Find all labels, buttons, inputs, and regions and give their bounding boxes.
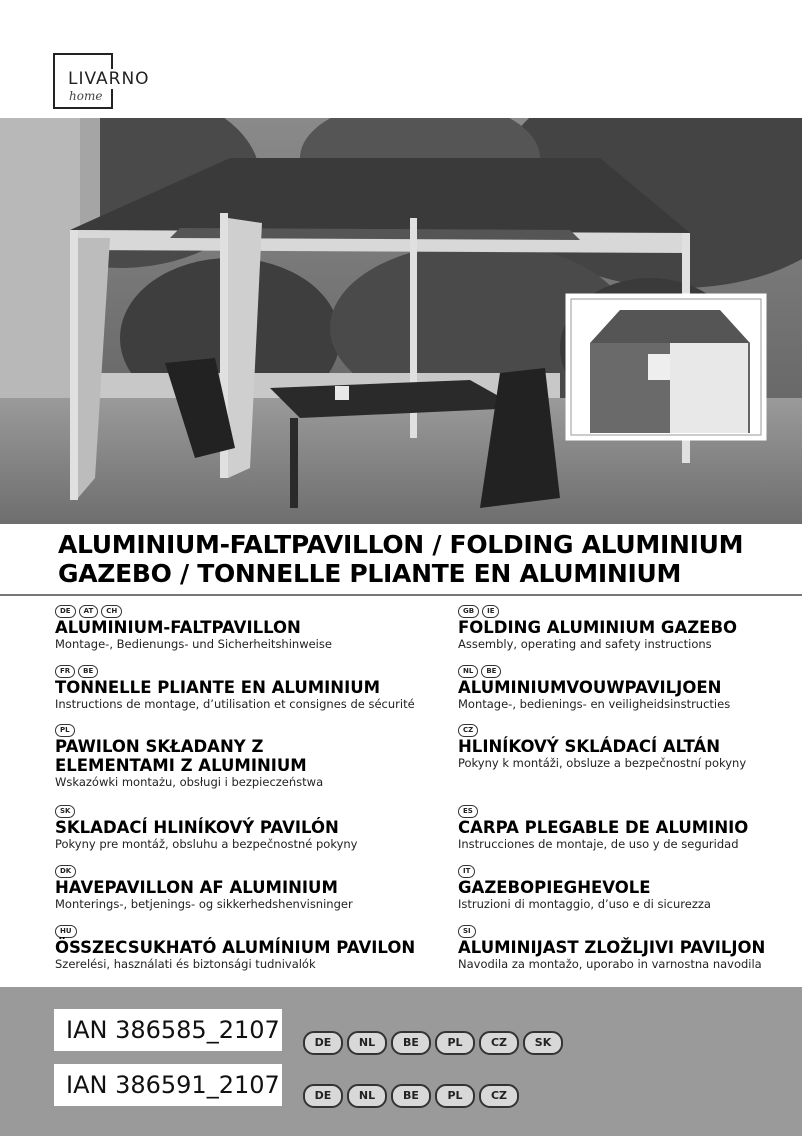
logo-brand: LIVARNO bbox=[65, 69, 153, 89]
country-badge: FR bbox=[55, 665, 75, 678]
lang-desc: Monterings-, betjenings- og sikkerhedshenvisninger bbox=[55, 897, 353, 911]
lang-title-2: ELEMENTAMI Z ALUMINIUM bbox=[55, 756, 307, 775]
lang-desc: Pokyny k montáži, obsluze a bezpečnostní pokyny bbox=[458, 756, 747, 770]
gazebo-photo bbox=[0, 118, 802, 524]
country-badge: NL bbox=[347, 1031, 387, 1055]
lang-desc: Szerelési, használati és biztonsági tudnivalók bbox=[55, 957, 316, 971]
lang-title: HAVEPAVILLON AF ALUMINIUM bbox=[55, 878, 338, 897]
lang-desc: Wskazówki montażu, obsługi i bezpieczeństwa bbox=[55, 775, 324, 789]
ian-1-countries bbox=[303, 1031, 563, 1055]
lang-title: ÖSSZECSUKHATÓ ALUMÍNIUM PAVILON bbox=[55, 938, 416, 957]
lang-title: ALUMINIUM-FALTPAVILLON bbox=[55, 618, 301, 637]
footer bbox=[0, 987, 802, 1136]
lang-block-si bbox=[458, 925, 798, 971]
lang-desc: Istruzioni di montaggio, d’uso e di sicurezza bbox=[458, 897, 711, 911]
lang-block-pl bbox=[55, 724, 415, 789]
ian-number-2: IAN 386591_2107 bbox=[54, 1064, 282, 1106]
lang-block-es bbox=[458, 805, 798, 851]
country-badge: PL bbox=[55, 724, 75, 737]
lang-block-dk bbox=[55, 865, 415, 911]
lang-block-nl bbox=[458, 665, 798, 711]
country-badge: CH bbox=[101, 605, 122, 618]
lang-desc: Montage-, Bedienungs- und Sicherheitshinweise bbox=[55, 637, 332, 651]
lang-block-de bbox=[55, 605, 415, 651]
lang-block-it bbox=[458, 865, 798, 911]
lang-title: FOLDING ALUMINIUM GAZEBO bbox=[458, 618, 738, 637]
lang-desc: Navodila za montažo, uporabo in varnostna navodila bbox=[458, 957, 762, 971]
country-badge: BE bbox=[391, 1031, 431, 1055]
country-badge: SK bbox=[523, 1031, 563, 1055]
country-badge: AT bbox=[79, 605, 99, 618]
country-badge: DE bbox=[303, 1084, 343, 1108]
lang-desc: Pokyny pre montáž, obsluhu a bezpečnostné pokyny bbox=[55, 837, 358, 851]
country-badge: ES bbox=[458, 805, 478, 818]
country-badge: PL bbox=[435, 1084, 475, 1108]
country-badge: DK bbox=[55, 865, 76, 878]
lang-title: HLINÍKOVÝ SKLÁDACÍ ALTÁN bbox=[458, 737, 721, 756]
lang-block-cz bbox=[458, 724, 798, 770]
country-badge: BE bbox=[391, 1084, 431, 1108]
lang-block-fr bbox=[55, 665, 415, 711]
country-badge: IE bbox=[482, 605, 499, 618]
lang-title: CARPA PLEGABLE DE ALUMINIO bbox=[458, 818, 749, 837]
country-badge: GB bbox=[458, 605, 479, 618]
lang-block-hu bbox=[55, 925, 415, 971]
country-badge: SK bbox=[55, 805, 75, 818]
livarno-logo bbox=[53, 53, 150, 109]
country-badge: CZ bbox=[479, 1084, 519, 1108]
lang-title: ALUMINIJAST ZLOŽLJIVI PAVILJON bbox=[458, 938, 766, 957]
country-badge: PL bbox=[435, 1031, 475, 1055]
ian-2-countries bbox=[303, 1084, 519, 1108]
lang-title: TONNELLE PLIANTE EN ALUMINIUM bbox=[55, 678, 381, 697]
lang-block-sk bbox=[55, 805, 415, 851]
logo-sub: home bbox=[69, 89, 103, 103]
ian-number-1: IAN 386585_2107 bbox=[54, 1009, 282, 1051]
lang-block-gb bbox=[458, 605, 798, 651]
lang-title: PAWILON SKŁADANY Z bbox=[55, 737, 264, 756]
title-line-2: GAZEBO / TONNELLE PLIANTE EN ALUMINIUM bbox=[58, 559, 682, 588]
country-badge: NL bbox=[347, 1084, 387, 1108]
lang-desc: Instructions de montage, d’utilisation et consignes de sécurité bbox=[55, 697, 415, 711]
country-badge: BE bbox=[481, 665, 501, 678]
country-badge: IT bbox=[458, 865, 475, 878]
lang-title: SKLADACÍ HLINÍKOVÝ PAVILÓN bbox=[55, 818, 339, 837]
country-badge: DE bbox=[55, 605, 76, 618]
country-badge: DE bbox=[303, 1031, 343, 1055]
lang-desc: Instrucciones de montaje, de uso y de seguridad bbox=[458, 837, 739, 851]
country-badge: CZ bbox=[479, 1031, 519, 1055]
country-badge: SI bbox=[458, 925, 476, 938]
country-badge: CZ bbox=[458, 724, 478, 737]
lang-desc: Assembly, operating and safety instructions bbox=[458, 637, 712, 651]
country-badge: HU bbox=[55, 925, 77, 938]
divider bbox=[0, 594, 802, 596]
country-badge: BE bbox=[78, 665, 98, 678]
lang-title: ALUMINIUMVOUWPAVILJOEN bbox=[458, 678, 722, 697]
lang-title: GAZEBOPIEGHEVOLE bbox=[458, 878, 651, 897]
main-title bbox=[58, 530, 798, 588]
title-line-1: ALUMINIUM-FALTPAVILLON / FOLDING ALUMINIUM bbox=[58, 530, 744, 559]
country-badge: NL bbox=[458, 665, 478, 678]
lang-desc: Montage-, bedienings- en veiligheidsinstructies bbox=[458, 697, 731, 711]
